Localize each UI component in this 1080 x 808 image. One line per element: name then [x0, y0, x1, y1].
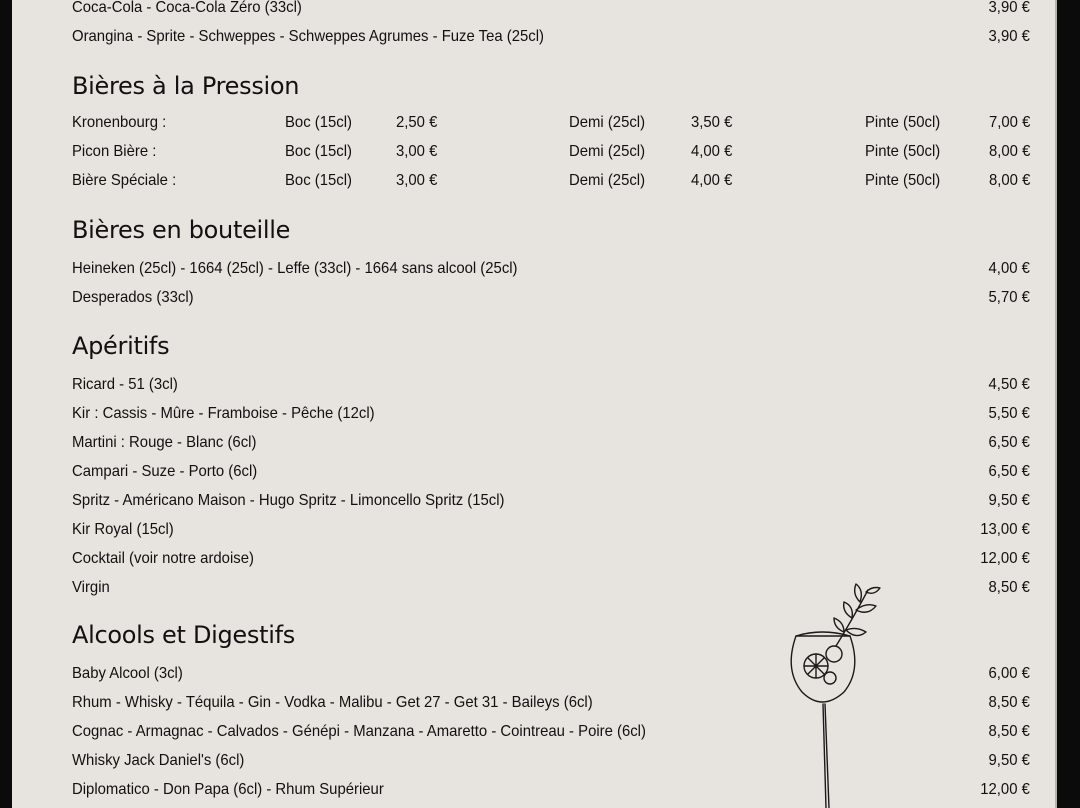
boc-label: Boc (15cl) — [285, 172, 352, 189]
item-price: 6,50 € — [988, 434, 1030, 451]
item-name: Spritz - Américano Maison - Hugo Spritz - Limoncello Spritz (15cl) — [72, 492, 505, 509]
item-price: 12,00 € — [980, 550, 1030, 567]
item-name: Diplomatico - Don Papa (6cl) - Rhum Supérieur — [72, 781, 384, 798]
demi-price: 4,00 € — [691, 143, 733, 160]
menu-item — [72, 0, 1030, 23]
demi-price: 4,00 € — [691, 172, 733, 189]
item-price: 4,50 € — [988, 376, 1030, 393]
item-name: Ricard - 51 (3cl) — [72, 376, 178, 393]
menu-item — [72, 546, 1030, 574]
item-price: 5,70 € — [988, 289, 1030, 306]
section-title-aperitifs: Apéritifs — [72, 332, 170, 360]
cocktail-glass-icon — [782, 580, 902, 808]
item-price: 8,50 € — [988, 723, 1030, 740]
item-name: Whisky Jack Daniel's (6cl) — [72, 752, 245, 769]
menu-item — [72, 459, 1030, 487]
item-price: 6,00 € — [988, 665, 1030, 682]
item-price: 3,90 € — [988, 28, 1030, 45]
section-title-alcools: Alcools et Digestifs — [72, 621, 295, 649]
boc-price: 3,00 € — [396, 172, 438, 189]
item-price: 6,50 € — [988, 463, 1030, 480]
item-name: Cognac - Armagnac - Calvados - Génépi - Manzana - Amaretto - Cointreau - Poire (6cl) — [72, 723, 646, 740]
item-name: Rhum - Whisky - Téquila - Gin - Vodka - Malibu - Get 27 - Get 31 - Baileys (6cl) — [72, 694, 593, 711]
item-price: 13,00 € — [980, 521, 1030, 538]
menu-item — [72, 372, 1030, 400]
item-name: Heineken (25cl) - 1664 (25cl) - Leffe (33cl) - 1664 sans alcool (25cl) — [72, 260, 518, 277]
menu-item — [72, 430, 1030, 458]
beer-name: Picon Bière : — [72, 143, 157, 160]
menu-item — [72, 401, 1030, 429]
demi-label: Demi (25cl) — [569, 114, 646, 131]
item-price: 8,50 € — [988, 694, 1030, 711]
item-name: Desperados (33cl) — [72, 289, 194, 306]
menu-item — [72, 285, 1030, 313]
section-title-bouteille: Bières en bouteille — [72, 216, 291, 244]
boc-label: Boc (15cl) — [285, 143, 352, 160]
beer-name: Bière Spéciale : — [72, 172, 177, 189]
item-name: Coca-Cola - Coca-Cola Zéro (33cl) — [72, 0, 302, 16]
pinte-label: Pinte (50cl) — [865, 172, 941, 189]
boc-label: Boc (15cl) — [285, 114, 352, 131]
item-name: Kir Royal (15cl) — [72, 521, 174, 538]
boc-price: 2,50 € — [396, 114, 438, 131]
item-price: 5,50 € — [988, 405, 1030, 422]
demi-price: 3,50 € — [691, 114, 733, 131]
item-name: Martini : Rouge - Blanc (6cl) — [72, 434, 257, 451]
pinte-label: Pinte (50cl) — [865, 143, 941, 160]
menu-item — [72, 488, 1030, 516]
item-name: Cocktail (voir notre ardoise) — [72, 550, 254, 567]
item-price: 8,50 € — [988, 579, 1030, 596]
item-price: 3,90 € — [988, 0, 1030, 16]
item-price: 9,50 € — [988, 752, 1030, 769]
pinte-price: 8,00 € — [989, 143, 1031, 160]
pinte-price: 8,00 € — [989, 172, 1031, 189]
demi-label: Demi (25cl) — [569, 143, 646, 160]
section-title-pression: Bières à la Pression — [72, 72, 300, 100]
item-name: Campari - Suze - Porto (6cl) — [72, 463, 258, 480]
menu-item — [72, 24, 1030, 52]
item-name: Orangina - Sprite - Schweppes - Schweppes Agrumes - Fuze Tea (25cl) — [72, 28, 544, 45]
item-price: 12,00 € — [980, 781, 1030, 798]
item-name: Kir : Cassis - Mûre - Framboise - Pêche (12cl) — [72, 405, 375, 422]
menu-item — [72, 256, 1030, 284]
boc-price: 3,00 € — [396, 143, 438, 160]
pinte-label: Pinte (50cl) — [865, 114, 941, 131]
menu-item — [72, 517, 1030, 545]
item-price: 4,00 € — [988, 260, 1030, 277]
demi-label: Demi (25cl) — [569, 172, 646, 189]
pinte-price: 7,00 € — [989, 114, 1031, 131]
item-price: 9,50 € — [988, 492, 1030, 509]
item-name: Virgin — [72, 579, 110, 596]
menu-page — [12, 0, 1057, 808]
item-name: Baby Alcool (3cl) — [72, 665, 183, 682]
beer-name: Kronenbourg : — [72, 114, 167, 131]
